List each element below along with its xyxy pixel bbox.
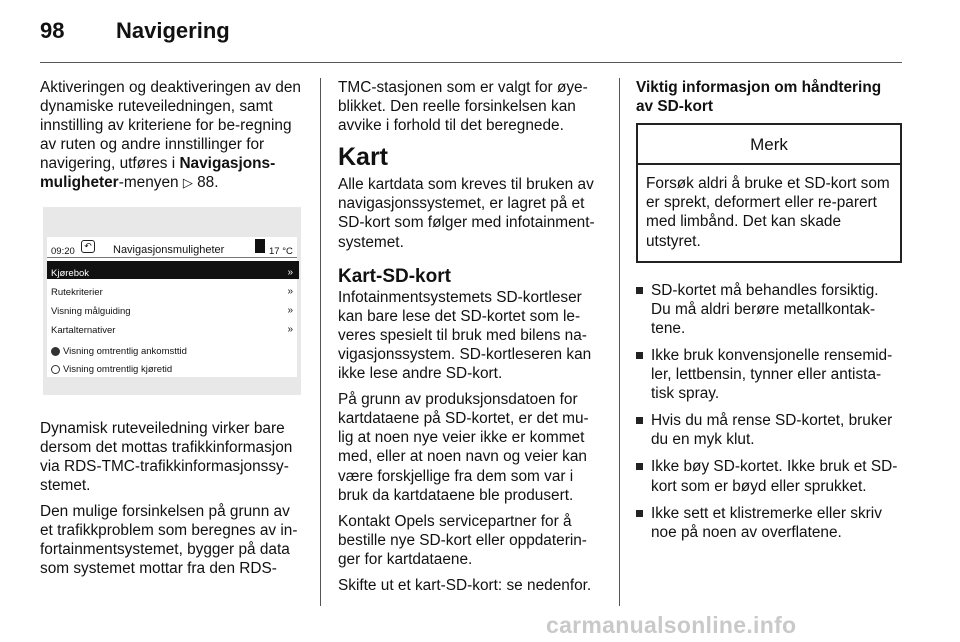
radio-selected-icon [51,347,60,356]
intro-paragraph: Aktiveringen og deaktiveringen av den dynamiske ruteveiledningen, samt innstilling av kriteriene for be-regning av ruten og andre innstillinger for navigering, utføres i Navigasjons-muligheter-menyen ▷ 88. [40,79,301,192]
screen-time: 09:20 [51,245,75,257]
column-1 [40,78,304,585]
screen-menu-item[interactable]: Visning målguiding » [47,299,299,317]
list-item: Ikke bøy SD-kortet. Ikke bruk et SD-kort som er bøyd eller sprukket. [636,457,902,495]
watermark: carmanualsonline.info [546,612,797,638]
back-icon[interactable]: ↶ [81,240,95,253]
note-body: Forsøk aldri å bruke et SD-kort som er sprekt, deformert eller re-parert med limbånd. Det kan skade utstyret. [646,175,890,250]
screen-radio-option[interactable]: Visning omtrentlig kjøretid [47,357,299,375]
menu-name: Navigasjons-muligheter [40,155,276,192]
page-header [0,0,960,62]
note-box [636,123,902,262]
list-item: SD-kortet må behandles forsiktig. Du må aldri berøre metallkontak-tene. [636,281,902,338]
chevron-right-icon: » [287,304,293,316]
bullet-square-icon [636,287,643,294]
column-divider-2 [619,78,620,606]
section-heading-kart-sd: Kart-SD-kort [338,265,451,287]
paragraph: Alle kartdata som kreves til bruken av navigasjonssystemet, er lagret på et SD-kort som følger med infotainment-systemet. [338,176,595,251]
note-title: Merk [638,125,900,165]
bullet-square-icon [636,463,643,470]
column-divider-1 [320,78,321,606]
screen-title: Navigasjonsmuligheter [113,243,225,256]
screen-display [47,237,297,377]
paragraph: TMC-stasjonen som er valgt for øye-blikket. Den reelle forsinkelsen kan avvike i forhold til det beregnede. [338,79,588,135]
paragraph: Infotainmentsystemets SD-kortleser kan bare lese det SD-kortet som le-veres spesielt til bruk med bilens na-vigasjonssystem. SD-kortleseren kan ikke lese andre SD-kort. [338,288,592,383]
section-heading-kart: Kart [338,143,389,172]
screen-menu-item[interactable]: Rutekriterier » [47,280,299,298]
display-screenshot [43,207,301,395]
chevron-right-icon: » [287,266,293,278]
chevron-right-icon: » [287,323,293,335]
bullet-square-icon [636,510,643,517]
screen-radio-option[interactable]: Visning omtrentlig ankomsttid [47,339,299,357]
bullet-list [636,281,902,542]
paragraph: På grunn av produksjonsdatoen for kartdataene på SD-kortet, er det mu-lig at noen nye veier ikke er kommet med, eller at noen navn og veier kan være forskjellige fra dem som var i bruk da kartdataene ble produsert. [338,391,589,504]
screen-menu-item[interactable]: Kjørebok » [47,261,299,279]
bullet-square-icon [636,417,643,424]
subheading: Viktig informasjon om håndtering av SD-kort [636,79,882,116]
column-3 [636,78,902,550]
chevron-right-icon: » [287,285,293,297]
screen-temperature: 17 °C [269,245,293,257]
column-2 [338,78,604,602]
page-number: 98 [40,18,65,43]
list-item: Ikke sett et klistremerke eller skriv noe på noen av overflatene. [636,504,902,542]
paragraph: Den mulige forsinkelsen på grunn av et trafikkproblem som beregnes av in-fortainmentsystemet, bygger på data som systemet mottar fra den RDS- [40,502,298,578]
paragraph: Dynamisk ruteveiledning virker bare dersom det mottas trafikkinformasjon via RDS-TMC-trafikkinformasjonssy-stemet. [40,419,293,494]
screen-status-bar [47,237,297,258]
paragraph: Kontakt Opels servicepartner for å bestille nye SD-kort eller oppdaterin-ger for kartdataene. [338,512,587,568]
radio-unselected-icon [51,365,60,374]
list-item: Ikke bruk konvensjonelle rensemid-ler, lettbensin, tynner eller antista-tisk spray. [636,346,902,403]
paragraph: Skifte ut et kart-SD-kort: se nedenfor. [338,576,592,594]
header-rule [40,62,902,63]
page-ref-icon: ▷ [182,175,193,191]
list-item: Hvis du må rense SD-kortet, bruker du en myk klut. [636,411,902,449]
page-title: Navigering [116,18,230,43]
thermometer-icon [255,239,265,253]
bullet-square-icon [636,352,643,359]
screen-menu-item[interactable]: Kartalternativer » [47,318,299,336]
